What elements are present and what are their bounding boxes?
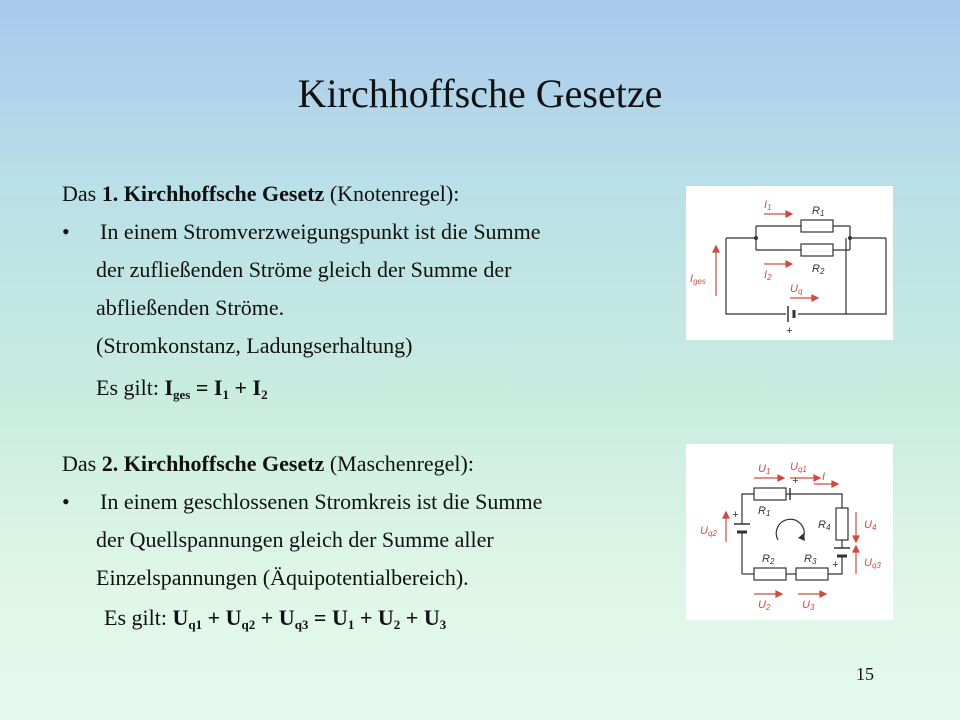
slide-title: Kirchhoffsche Gesetze [297, 71, 663, 116]
d1-label-r2: R2 [812, 263, 825, 276]
law1-bullet-icon: • [62, 219, 70, 244]
d2-label-u2: U2 [758, 599, 771, 612]
law1-formula-prefix: Es gilt: [96, 375, 165, 400]
law2-line-3: Einzelspannungen (Äquipotentialbereich). [96, 565, 469, 590]
d2-label-r4: R4 [818, 519, 831, 532]
law2-line-1: In einem geschlossenen Stromkreis ist die Summe [100, 489, 543, 514]
d1-label-r1: R1 [812, 205, 825, 218]
law1-formula: Es gilt: $I_{ges} = I_1 + I_2$ [96, 375, 268, 402]
d2-label-i: I [822, 471, 826, 483]
law1-line-2: der zufließenden Ströme gleich der Summe der [96, 257, 512, 282]
law2-intro [62, 450, 474, 478]
d2-label-plus-left: + [732, 509, 739, 521]
d1-label-uq: Uq [790, 283, 803, 296]
d2-label-r2: R2 [762, 553, 775, 566]
d1-label-plus: + [786, 325, 793, 337]
d2-label-r3: R3 [804, 553, 817, 566]
law2-formula-prefix: Es gilt: [104, 605, 173, 630]
d2-label-uq3: Uq3 [864, 557, 881, 570]
law1-intro-post: (Knotenregel): [324, 181, 460, 206]
d1-label-i2: I2 [764, 269, 772, 282]
law2-name: 2. Kirchhoffsche Gesetz [101, 451, 325, 476]
law1-line-3: abfließenden Ströme. [96, 295, 285, 320]
law1-name: 1. Kirchhoffsche Gesetz [101, 181, 325, 206]
d1-label-i1: I1 [764, 199, 772, 212]
d2-label-u1: U1 [758, 463, 771, 476]
law2-line-2: der Quellspannungen gleich der Summe aller [96, 527, 494, 552]
law2-intro-post: (Maschenregel): [324, 451, 474, 476]
law1-intro [62, 180, 459, 208]
law1-intro-pre: Das [62, 181, 102, 206]
d2-label-u4: U4 [864, 519, 877, 532]
d2-label-uq2: Uq2 [700, 525, 717, 538]
d2-label-u3: U3 [802, 599, 815, 612]
law2-bullet-icon: • [62, 489, 70, 514]
d2-label-plus-right: + [832, 559, 839, 571]
law1-line-1: In einem Stromverzweigungspunkt ist die Summe [100, 219, 541, 244]
parallel-circuit-diagram [686, 186, 893, 340]
d1-label-iges: Iges [690, 273, 706, 286]
law2-intro-pre: Das [62, 451, 102, 476]
law1-line-4: (Stromkonstanz, Ladungserhaltung) [96, 333, 413, 358]
mesh-circuit-diagram [686, 444, 893, 620]
d2-label-uq1: Uq1 [790, 461, 807, 474]
d2-label-plus-top: + [792, 475, 799, 487]
law2-formula: Es gilt: $U_{q1} + U_{q2} + U_{q3} = U_1 + U_2 + U_3$ [104, 605, 447, 632]
d2-label-r1: R1 [758, 505, 771, 518]
page-number: 15 [856, 664, 874, 684]
